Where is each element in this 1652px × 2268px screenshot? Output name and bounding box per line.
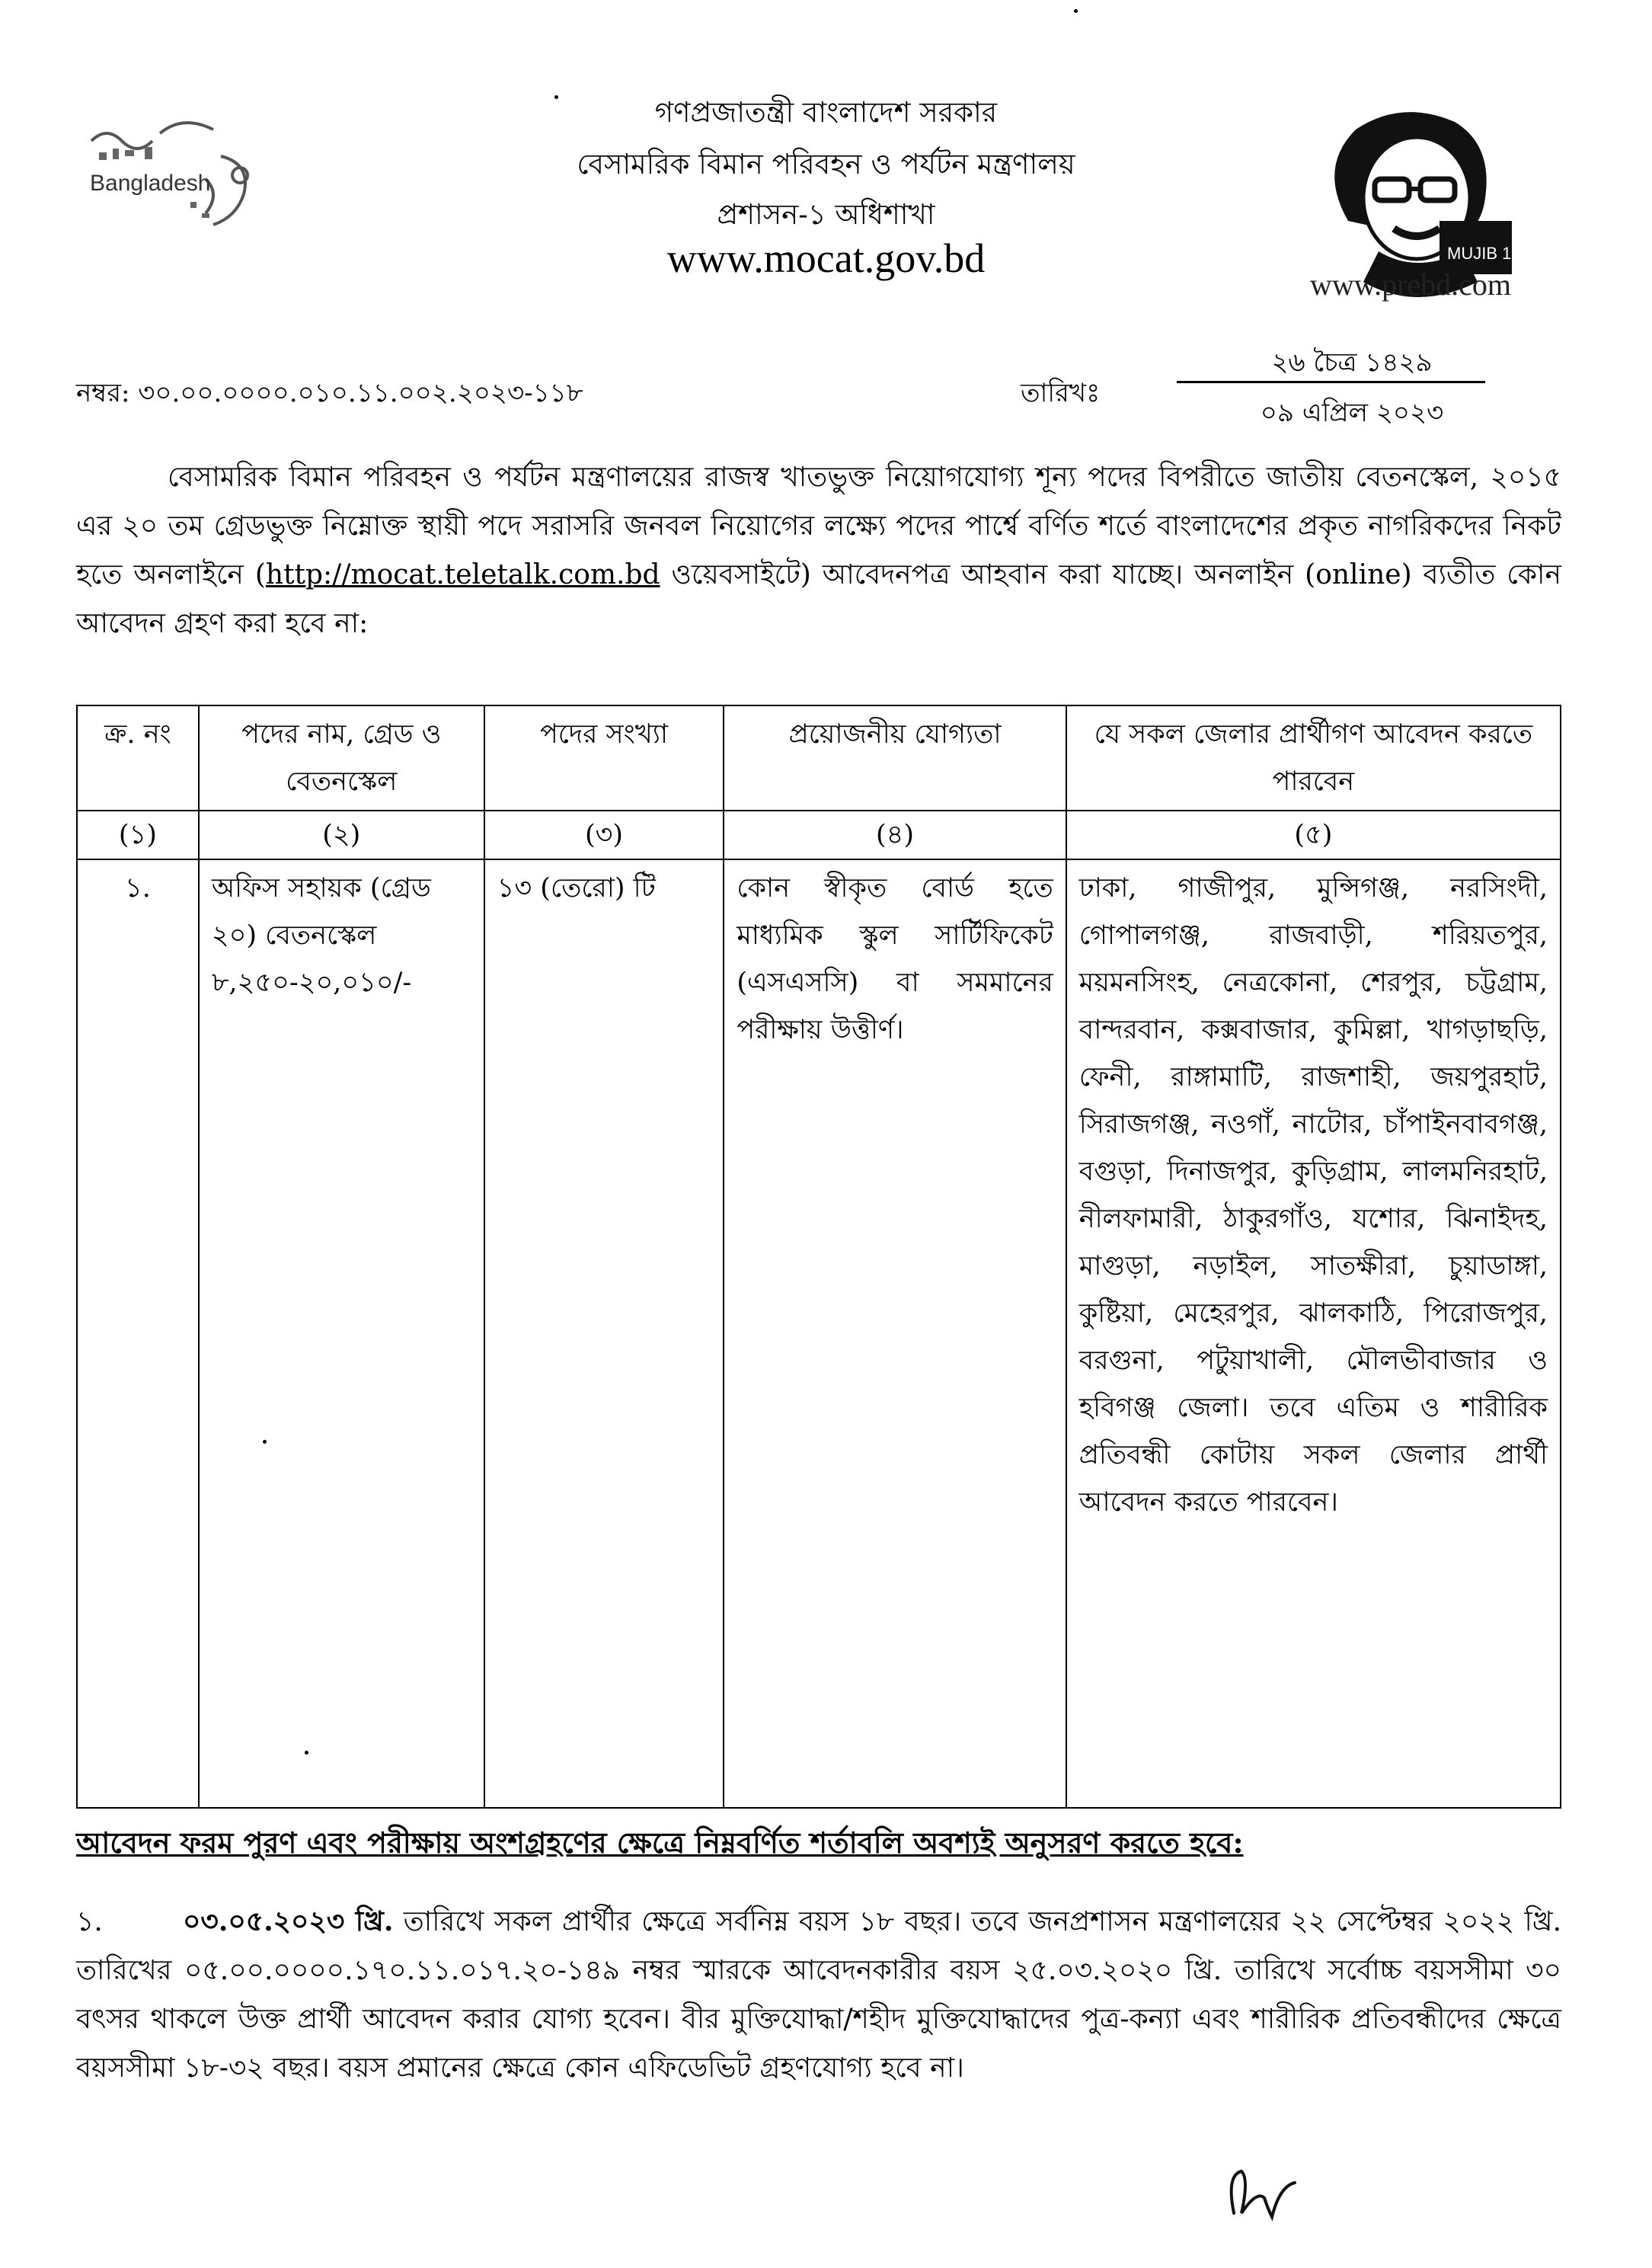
condition-number: ১. [76,1906,103,1937]
bangladesh-logo-text: Bangladesh [90,171,211,196]
header-post: পদের নাম, গ্রেড ও বেতনস্কেল [199,705,484,811]
scan-speck [1074,9,1078,13]
table-row [77,859,1561,1808]
condition-text: তারিখে সকল প্রার্থীর ক্ষেত্রে সর্বনিম্ন বয়স ১৮ বছর। তবে জনপ্রশাসন মন্ত্রণালয়ের ২২ সেপ্টেম্বর ২০২২ খ্রি. তারিখের ০৫.০০.০০০০.১৭০.১১.০১৭.২০-১৪৯ নম্বর স্মারকে আবেদনকারীর বয়স ২৫.০৩.২০২০ খ্রি. তারিখে সর্বোচ্চ বয়সসীমা ৩০ বৎসর থাকলে উক্ত প্রার্থী আবেদন করার যোগ্য হবেন। বীর মুক্তিযোদ্ধা/শহীদ মুক্তিযোদ্ধাদের পুত্র-কন্যা এবং শারীরিক প্রতিবন্ধীদের ক্ষেত্রে বয়সসীমা ১৮-৩২ বছর। বয়স প্রমানের ক্ষেত্রে কোন এফিডেভিট গ্রহণযোগ্য হবে না। [76,1906,1562,2084]
scan-speck [554,95,558,99]
header-serial: ক্র. নং [77,705,199,811]
date-divider [1177,381,1485,383]
memo-number: নম্বর: ৩০.০০.০০০০.০১০.১১.০০২.২০২৩-১১৮ [76,378,583,408]
row-serial: ১. [77,859,199,1808]
mujib-badge-text: MUJIB 100 [1447,244,1530,263]
intro-text-before: বেসামরিক বিমান পরিবহন ও পর্যটন মন্ত্রণালয়ের রাজস্ব খাতভুক্ত নিয়োগযোগ্য শূন্য পদের বিপরীতে জাতীয় বেতনস্কেল, ২০১৫ এর ২০ তম গ্রেডভুক্ত নিম্নোক্ত স্থায়ী পদে সরাসরি জনবল নিয়োগের লক্ষ্যে পদের পার্শ্বে বর্ণিত শর্তে বাংলাদেশের প্রকৃত নাগরিকদের নিকট হতে অনলাইনে ( [76,462,1561,590]
column-number: (১) [77,811,199,859]
condition-item [76,1897,1561,2093]
date-label: তারিখঃ [1021,378,1101,408]
header-count: পদের সংখ্যা [484,705,724,811]
column-number: (৪) [724,811,1066,859]
header-districts: যে সকল জেলার প্রার্থীগণ আবেদন করতে পারবেন [1066,705,1561,811]
application-website-link[interactable]: http://mocat.teletalk.com.bd [265,559,660,590]
ministry-government-line: গণপ্রজাতন্ত্রী বাংলাদেশ সরকার [654,96,998,129]
column-number: (৫) [1066,811,1561,859]
row-post: অফিস সহায়ক (গ্রেড ২০) বেতনস্কেল ৮,২৫০-২০,০১০/- [199,859,484,1808]
ministry-name: বেসামরিক বিমান পরিবহন ও পর্যটন মন্ত্রণালয় [577,148,1075,181]
bangladesh-tourism-logo [76,110,297,232]
scan-speck [263,1440,267,1444]
intro-text-after: ওয়েবসাইটে) আবেদনপত্র আহবান করা যাচ্ছে। অনলাইন (online) ব্যতীত কোন আবেদন গ্রহণ করা হবে না: [76,559,1561,639]
watermark-text: www.prebd.com [1310,267,1512,302]
column-number-row [77,811,1561,859]
column-number: (২) [199,811,484,859]
date-english: ০৯ এপ্রিল ২০২৩ [1260,398,1444,428]
ministry-website[interactable]: www.mocat.gov.bd [666,235,986,281]
row-qualification: কোন স্বীকৃত বোর্ড হতে মাধ্যমিক স্কুল সার্টিফিকেট (এসএসসি) বা সমমানের পরীক্ষায় উত্তীর্ণ। [724,859,1066,1808]
signature [1219,2160,1310,2228]
scan-speck [305,1751,308,1755]
conditions-title: আবেদন ফরম পুরণ এবং পরীক্ষায় অংশগ্রহণের ক্ষেত্রে নিম্নবর্ণিত শর্তাবলি অবশ্যই অনুসরণ করতে হবে: [76,1825,1244,1860]
row-count: ১৩ (তেরো) টি [484,859,724,1808]
column-number: (৩) [484,811,724,859]
row-districts: ঢাকা, গাজীপুর, মুন্সিগঞ্জ, নরসিংদী, গোপালগঞ্জ, রাজবাড়ী, শরিয়তপুর, ময়মনসিংহ, নেত্রকোনা, শেরপুর, চট্টগ্রাম, বান্দরবান, কক্সবাজার, কুমিল্লা, খাগড়াছড়ি, ফেনী, রাঙ্গামাটি, রাজশাহী, জয়পুরহাট, সিরাজগঞ্জ, নওগাঁ, নাটোর, চাঁপাইনবাবগঞ্জ, বগুড়া, দিনাজপুর, কুড়িগ্রাম, লালমনিরহাট, নীলফামারী, ঠাকুরগাঁও, যশোর, ঝিনাইদহ, মাগুড়া, নড়াইল, সাতক্ষীরা, চুয়াডাঙ্গা, কুষ্টিয়া, মেহেরপুর, ঝালকাঠি, পিরোজপুর, বরগুনা, পটুয়াখালী, মৌলভীবাজার ও হবিগঞ্জ জেলা। তবে এতিম ও শারীরিক প্রতিবন্ধী কোটায় সকল জেলার প্রার্থী আবেদন করতে পারবেন। [1066,859,1561,1808]
date-bangla: ২৬ চৈত্র ১৪২৯ [1271,347,1433,378]
header-qualification: প্রয়োজনীয় যোগ্যতা [724,705,1066,811]
condition-date: ০৩.০৫.২০২৩ খ্রি. [183,1905,394,1937]
intro-paragraph [76,453,1561,648]
vacancy-table [76,705,1561,1809]
division-name: প্রশাসন-১ অধিশাখা [717,198,935,231]
table-header-row [77,705,1561,811]
